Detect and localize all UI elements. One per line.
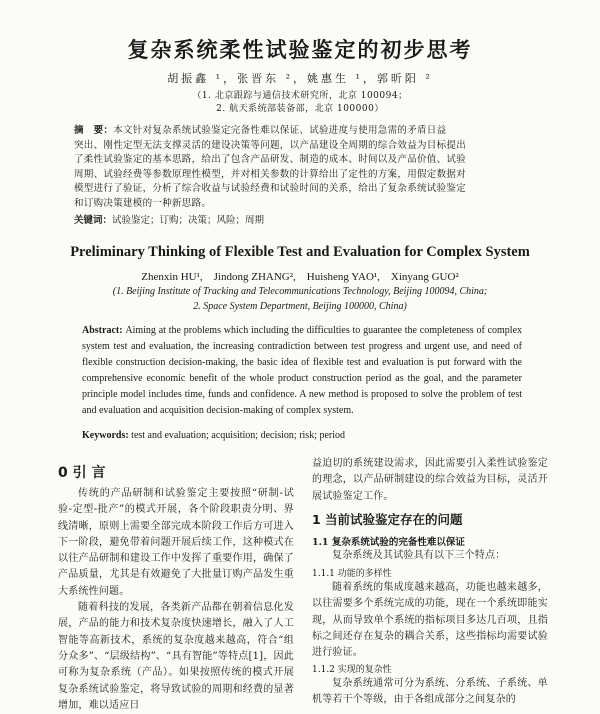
affiliation-en-1: (1. Beijing Institute of Tracking and Telecommunications Technology, Beijing 100094, China; bbox=[112, 286, 488, 297]
subsection-1-1-1-heading: 1.1.1 功能的多样性 bbox=[312, 569, 392, 579]
section-0-para-1: 传统的产品研制和试验鉴定主要按照“研制-试验-定型-批产”的模式开展，各个阶段职责分明、界线清晰，原则上需要全部完成本阶段工作后方可进入下一阶段，避免带着问题开展后续工作，这种模式在以往产品研制和建设工作中发挥了重要作用，确保了产品质量，尤其是有效避免了大批量订购产品发生重大系统性问题。 bbox=[58, 488, 294, 597]
keywords-en-label: Keywords: bbox=[82, 430, 129, 441]
subsection-1-1-2-text bbox=[312, 676, 548, 709]
affiliation-cn-2: 2. 航天系统部装备部，北京 100000） bbox=[216, 104, 384, 114]
section-0-heading: 0 引 言 bbox=[58, 465, 106, 481]
right-column-intro bbox=[312, 456, 548, 505]
abstract-en-text: Aiming at the problems which including the difficulties to guarantee the completeness of complex system test and evaluation, the increasing contradiction between test progress and urgent use, and need of flexible construction decision-making, the basic idea of flexible test and evaluation is put forward with the comprehensive economic benefit of the whole product construction period as the goal, and the parameter principle model includes time, funds and confidence. A new method is proposed to solve the problem of test and evaluation and acquisition decision-making of complex system. bbox=[82, 325, 523, 416]
abstract-cn-line bbox=[74, 124, 530, 139]
keywords-cn-text: 试验鉴定；订购；决策；风险；周期 bbox=[112, 215, 265, 226]
section-1-heading: 1 当前试验鉴定存在的问题 bbox=[312, 512, 463, 527]
keywords-cn-label: 关键词： bbox=[74, 215, 113, 226]
subsection-1-1-1-text bbox=[312, 580, 548, 661]
abstract-cn-line: 突出、刚性定型无法支撑灵活的建设决策等问题，以产品建设全周期的综合效益为目标提出 bbox=[74, 139, 467, 151]
left-column-body bbox=[58, 486, 294, 714]
subsection-1-1-text bbox=[312, 548, 548, 564]
abstract-cn-line: 了柔性试验鉴定的基本思路，给出了包含产品研发、制造的成本、时间以及产品价值、试验 bbox=[74, 154, 467, 166]
abstract-cn-text: 本文针对复杂系统试验鉴定完备性难以保证、试验进度与使用急需的矛盾日益 bbox=[113, 125, 447, 136]
keywords-en bbox=[82, 430, 345, 441]
paper-title-cn: 复杂系统柔性试验鉴定的初步思考 bbox=[127, 38, 473, 62]
authors-en: Zhenxin HU¹, Jindong ZHANG², Huisheng YAO¹, Xinyang GUO² bbox=[141, 271, 459, 283]
affiliation-cn-1: （1. 北京跟踪与通信技术研究所，北京 100094； bbox=[192, 91, 408, 101]
keywords-cn bbox=[74, 212, 264, 226]
authors-cn: 胡振鑫 ¹，张晋东 ²，姚惠生 ¹，郭昕阳 ² bbox=[167, 72, 433, 85]
section-0-continued: 益迫切的系统建设需求，因此需要引入柔性试验鉴定的理念，以产品研制建设的综合效益为目标，灵活开展试验鉴定工作。 bbox=[312, 458, 548, 502]
keywords-en-text: test and evaluation; acquisition; decision; risk; period bbox=[131, 430, 346, 441]
abstract-cn-line: 和订购决策建模的一种新思路。 bbox=[74, 198, 212, 209]
subsection-1-1-para: 复杂系统及其试验具有以下三个特点： bbox=[332, 550, 506, 561]
paper-title-en: Preliminary Thinking of Flexible Test and Evaluation for Complex System bbox=[70, 244, 530, 260]
affiliation-en-2: 2. Space System Department, Beijing 100000, China) bbox=[193, 301, 407, 312]
subsection-1-1-heading: 1.1 复杂系统试验的完备性难以保证 bbox=[312, 537, 465, 548]
abstract-en bbox=[82, 323, 522, 418]
subsection-1-1-2-para: 复杂系统通常可分为系统、分系统、子系统、单机等若干个等级，由于各组成部分之间复杂的 bbox=[312, 678, 548, 706]
abstract-cn-label: 摘 要： bbox=[74, 125, 114, 136]
subsection-1-1-2-heading: 1.1.2 实现的复杂性 bbox=[312, 665, 392, 675]
abstract-en-label: Abstract: bbox=[82, 325, 123, 336]
subsection-1-1-1-para: 随着系统的集成度越来越高，功能也越来越多，以往需要多个系统完成的功能，现在一个系统即能实现，从而导致单个系统的指标项目多达几百项，且指标之间还存在复杂的耦合关系，这些指标均需要试验进行验证。 bbox=[312, 582, 548, 659]
section-0-para-2: 随着科技的发展，各类新产品都在朝着信息化发展，产品的能力和技术复杂度快速增长，融入了人工智能等高新技术，系统的复杂度越来越高，符合“组分众多”、“层级结构”、“具有智能”等特点[1]，因此可称为复杂系统（产品）。如果按照传统的模式开展复杂系统试验鉴定，将导致试验的周期和经费的显著增加，难以适应日 bbox=[58, 602, 294, 711]
abstract-cn-line: 周期、试验经费等参数原理性模型，并对相关参数的计算给出了定性的方案，用假定数据对 bbox=[74, 168, 467, 180]
abstract-cn-line: 模型进行了验证，分析了综合收益与试验经费和试验时间的关系，给出了复杂系统试验鉴定 bbox=[74, 183, 467, 195]
